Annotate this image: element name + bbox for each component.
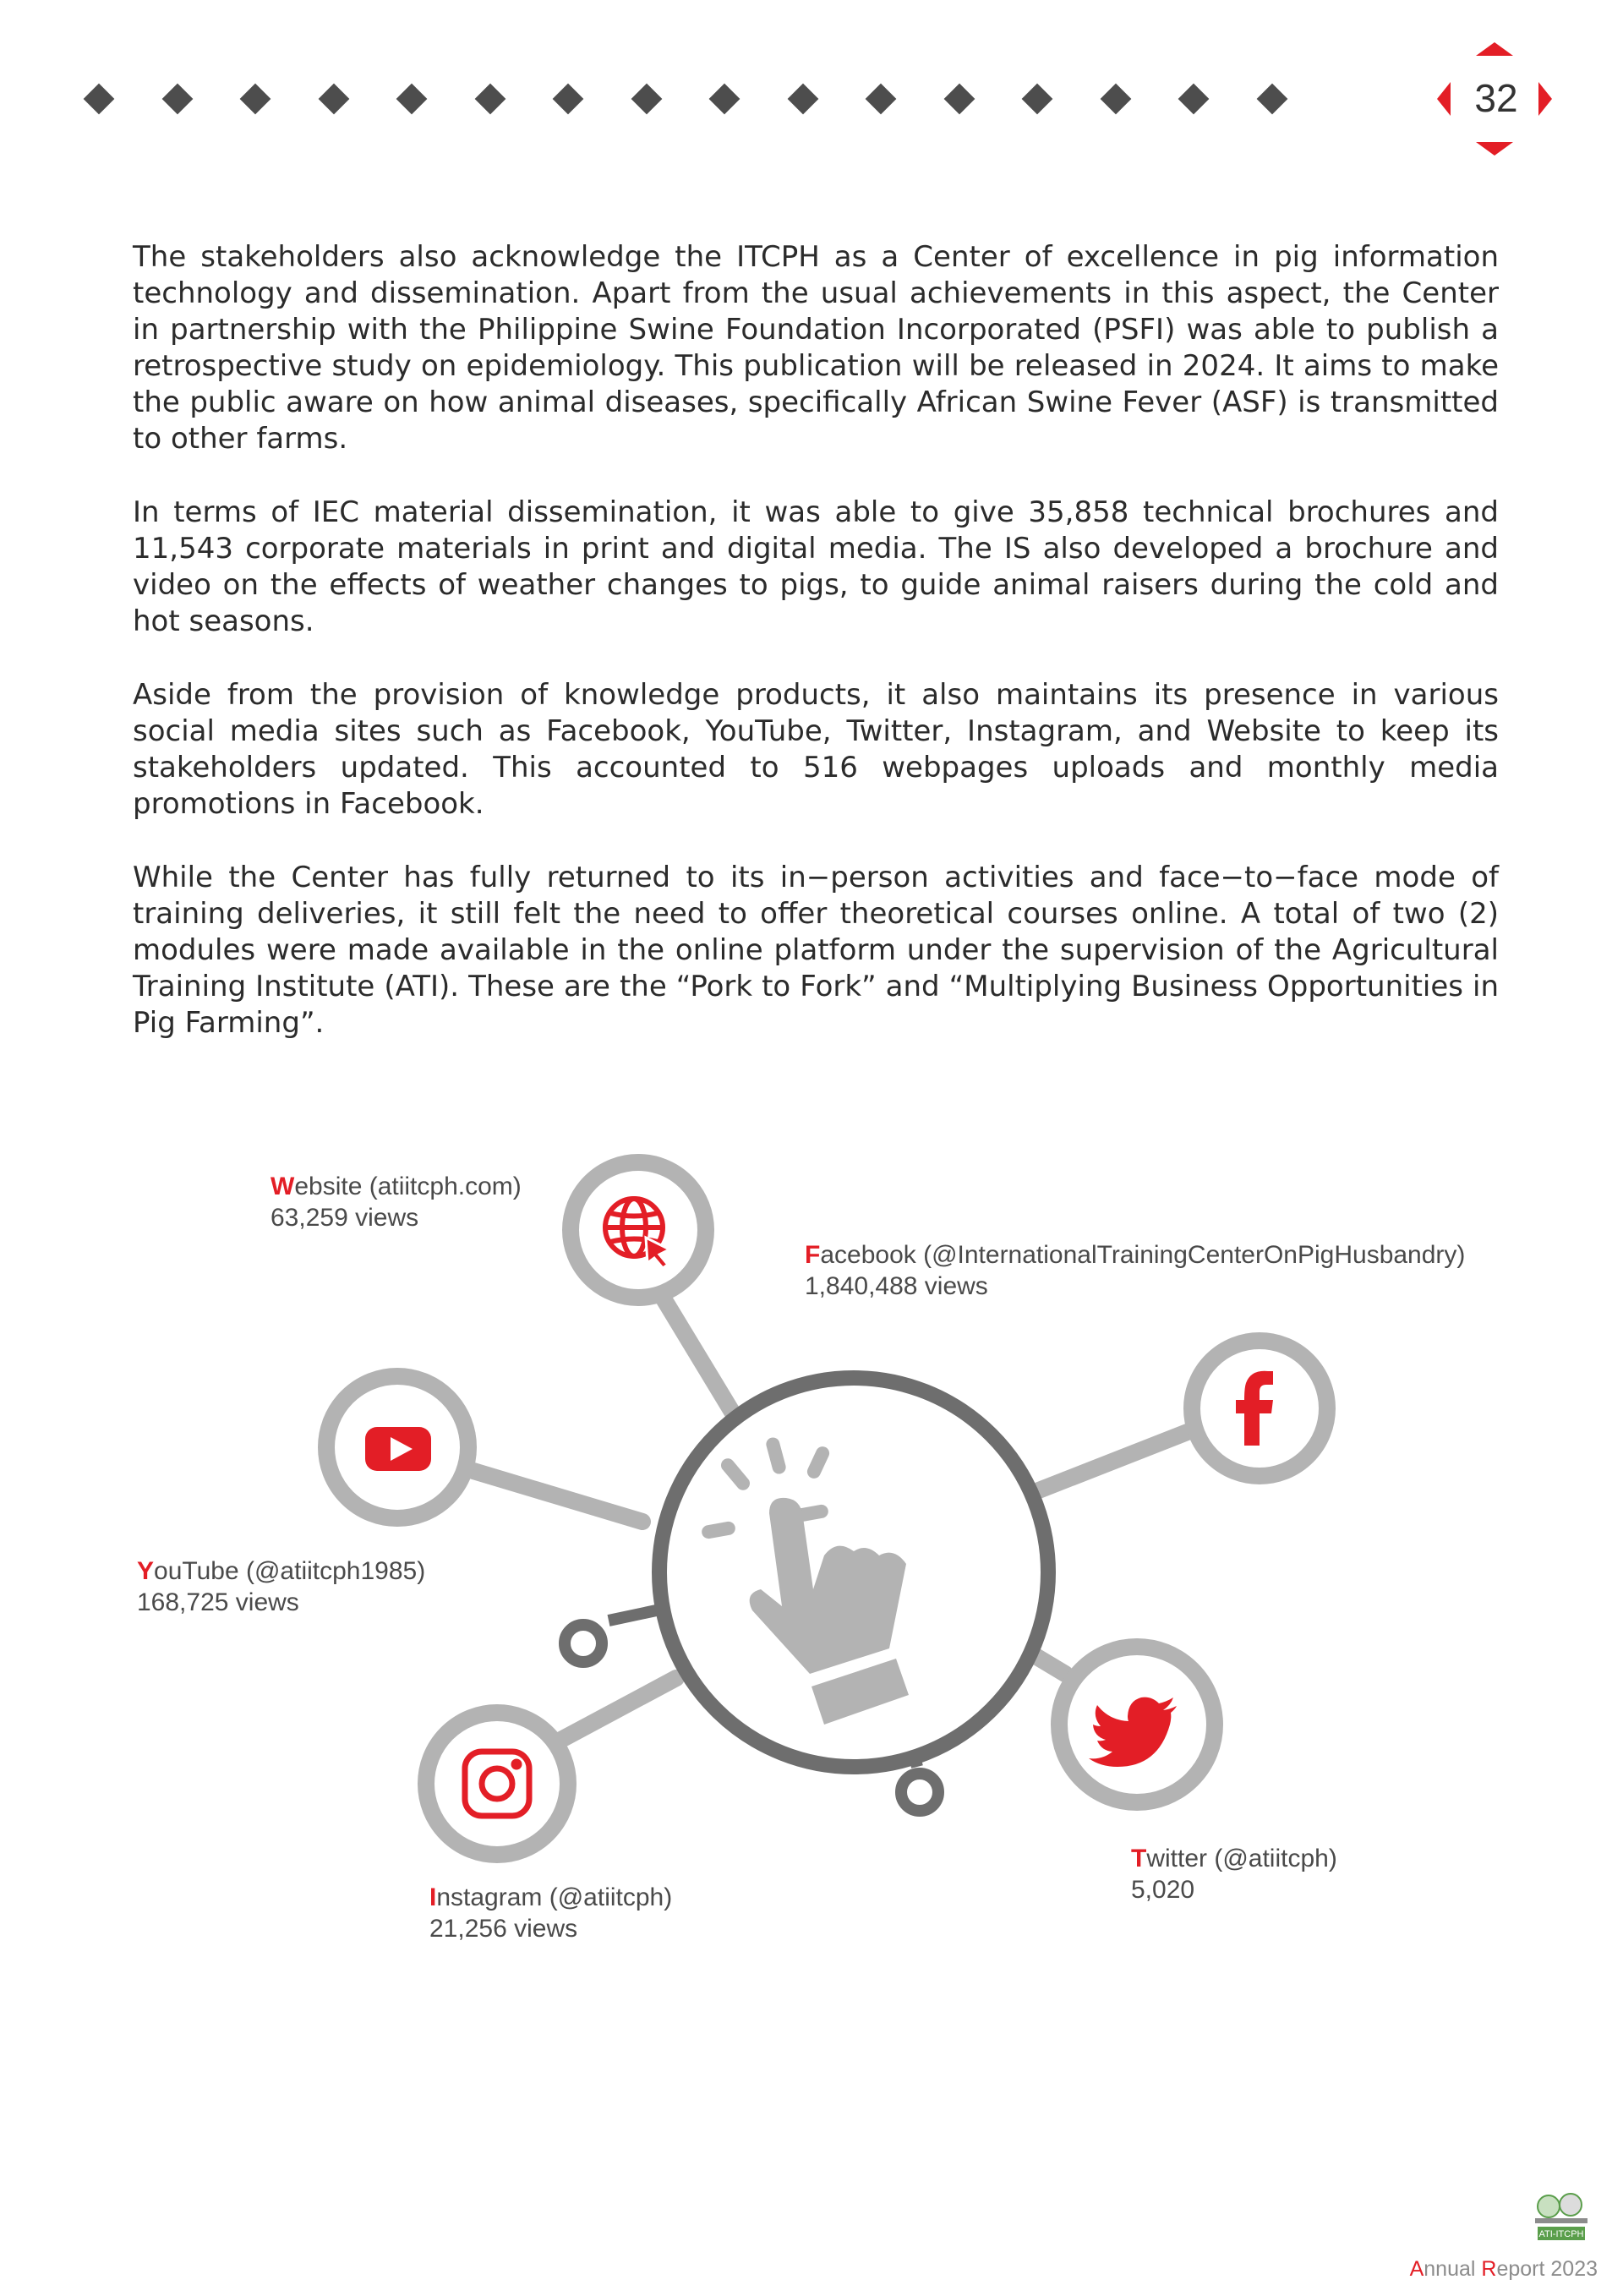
paragraph-4: While the Center has fully returned to its in−person activities and face−to−face mode of training deliveries, it still felt the need to offer theoretical courses online. A total of two (2) modules were made available in the online platform under the supervision of the Agricultural Training Institute (ATI). These are the “Pork to Fork” and “Multiplying Business Opportunities in Pig Farming”. xyxy=(133,861,1499,1040)
instagram-label xyxy=(429,1882,672,1944)
website-name: ebsite (atiitcph.com) xyxy=(294,1173,522,1200)
youtube-views: 168,725 views xyxy=(137,1588,299,1616)
annual-report-label xyxy=(1410,2257,1598,2282)
paragraph-1: The stakeholders also acknowledge the ITCPH as a Center of excellence in pig information technology and dissemination. Apart from the usual achievements in this aspect, the Center in partnership with the Philippine Swine Foundation Incorporated (PSFI) was able to publish a retrospective study on epidemiology. This publication will be released in 2024. It aims to make the public aware on how animal diseases, specifically African Swine Fever (ASF) is transmitted to other farms. xyxy=(133,240,1499,456)
youtube-initial: Y xyxy=(137,1557,155,1585)
twitter-name: witter (@atiitcph) xyxy=(1146,1845,1337,1872)
facebook-label xyxy=(805,1239,1465,1302)
report-word-annual: nnual xyxy=(1424,2257,1482,2281)
instagram-initial: I xyxy=(429,1883,437,1911)
header-decoration xyxy=(0,0,1623,169)
instagram-name: nstagram (@atiitcph) xyxy=(436,1883,673,1911)
report-initial-r: R xyxy=(1481,2257,1497,2281)
paragraph-2: In terms of IEC material dissemination, it was able to give 35,858 technical brochures and 11,543 corporate materials in print and digital media. The IS also developed a brochure and video on the effects of weather changes to pigs, to guide animal raisers during the cold and hot seasons. xyxy=(133,495,1499,638)
footer-logo-text: ATI-ITCPH xyxy=(1538,2229,1584,2239)
report-word-report: eport 2023 xyxy=(1496,2257,1598,2281)
arrow-up-icon xyxy=(1476,42,1513,56)
twitter-views: 5,020 xyxy=(1131,1876,1195,1904)
youtube-icon xyxy=(365,1427,431,1471)
website-initial: W xyxy=(270,1173,295,1200)
youtube-name: ouTube (@atiitcph1985) xyxy=(154,1557,426,1585)
paragraph-3: Aside from the provision of knowledge products, it also maintains its presence in various social media sites such as Facebook, YouTube, Twitter, Instagram, and Website to keep its stakeholders updated. This accounted to 516 webpages uploads and monthly media promotions in Facebook. xyxy=(133,678,1499,821)
page-number: 32 xyxy=(1474,76,1518,120)
youtube-label xyxy=(137,1555,425,1618)
twitter-label xyxy=(1131,1843,1337,1905)
twitter-initial: T xyxy=(1131,1845,1147,1872)
report-initial-a: A xyxy=(1409,2257,1424,2281)
facebook-name: acebook (@InternationalTrainingCenterOnPigHusbandry) xyxy=(820,1241,1466,1269)
instagram-views: 21,256 views xyxy=(429,1915,578,1943)
facebook-initial: F xyxy=(805,1241,821,1269)
facebook-views: 1,840,488 views xyxy=(805,1272,988,1300)
diamond-row xyxy=(84,84,1288,115)
website-views: 63,259 views xyxy=(270,1204,419,1232)
arrow-down-icon xyxy=(1476,142,1513,156)
website-label xyxy=(270,1171,522,1233)
body-text xyxy=(133,239,1499,1079)
